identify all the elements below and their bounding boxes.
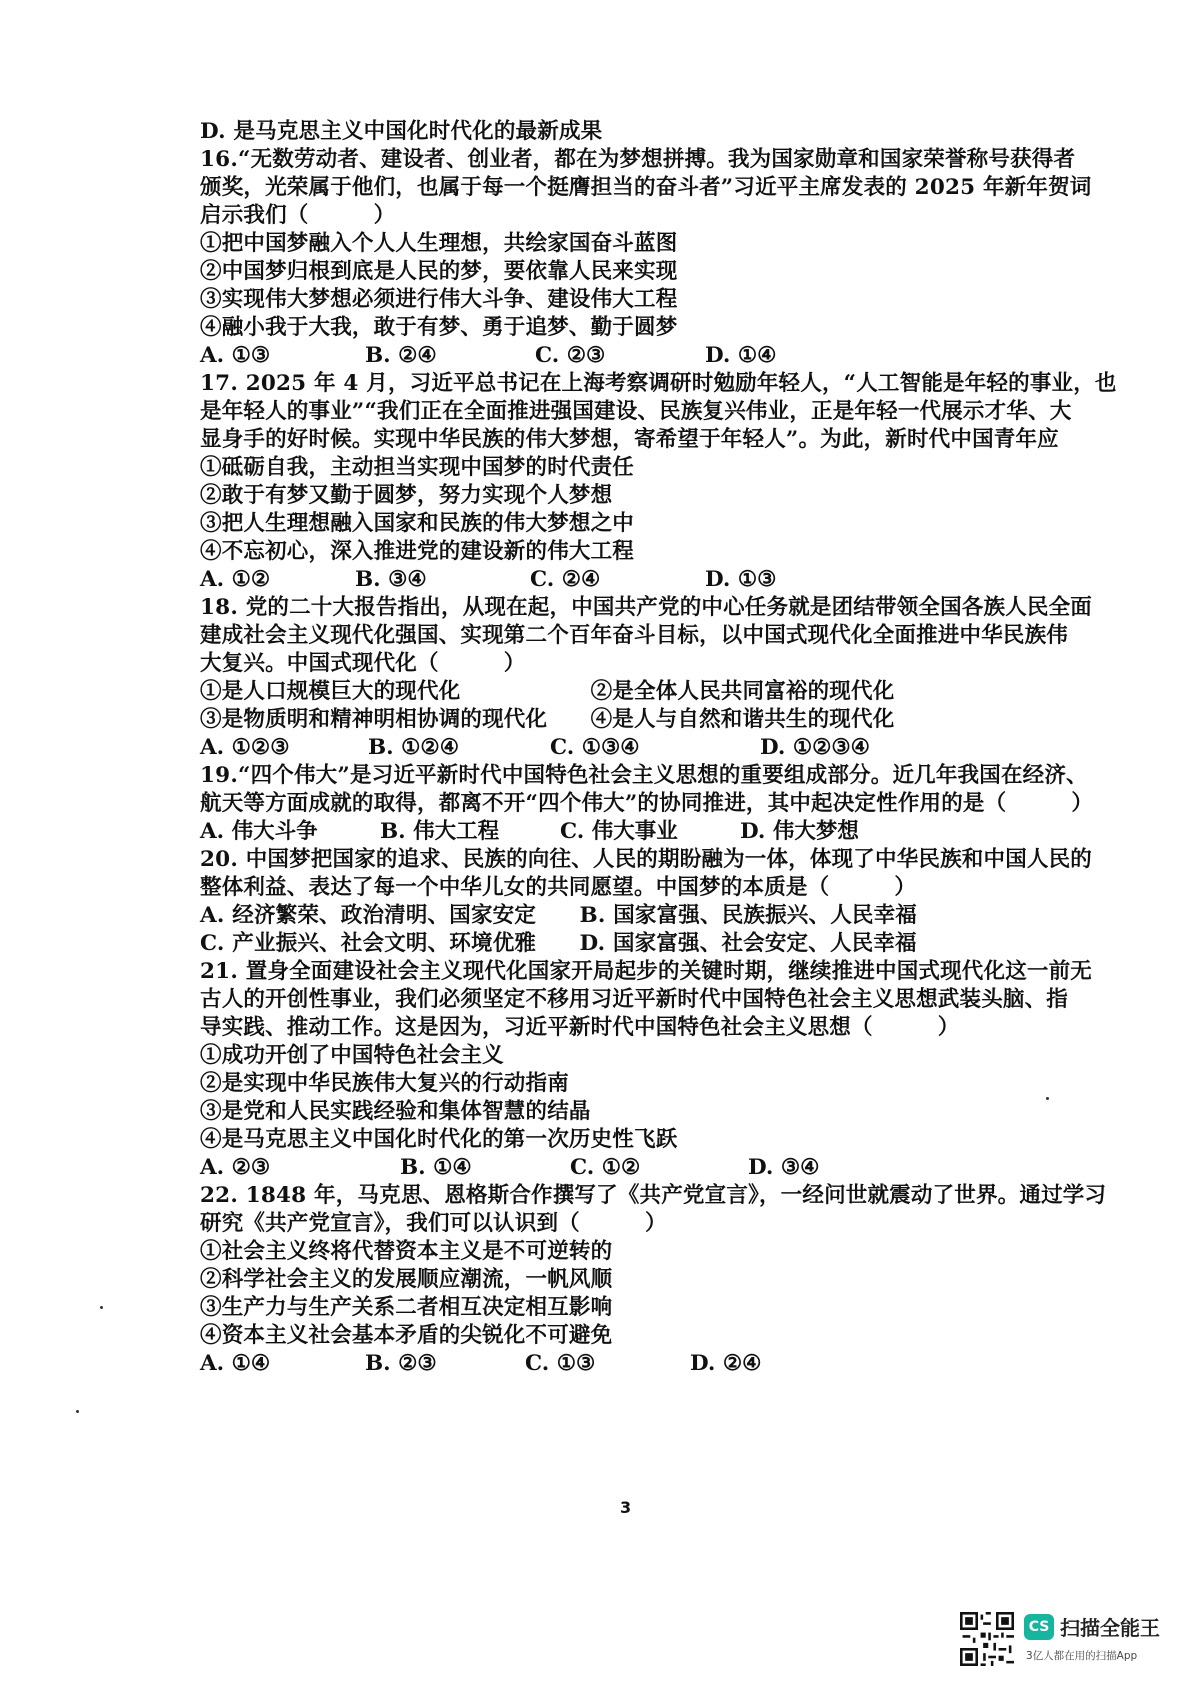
q22-statement-1: ①社会主义终将代替资本主义是不可逆转的 (200, 1239, 613, 1264)
q17-statement-4: ④不忘初心，深入推进党的建设新的伟大工程 (200, 539, 635, 564)
q17-statement-2: ②敢于有梦又勤于圆梦，努力实现个人梦想 (200, 483, 613, 508)
q20-options-c-d: C. 产业振兴、社会文明、环境优雅 D. 国家富强、社会安定、人民幸福 (200, 931, 917, 956)
q21-statement-1: ①成功开创了中国特色社会主义 (200, 1043, 504, 1068)
q21-option-a: A. ②③ (200, 1155, 271, 1180)
q17-stem-line-3: 显身手的好时候。实现中华民族的伟大梦想，寄希望于年轻人”。为此，新时代中国青年应 (200, 427, 1059, 452)
scan-speck (100, 1306, 103, 1309)
q18-option-d: D. ①②③④ (760, 735, 870, 760)
qr-code-icon (960, 1612, 1014, 1666)
q17-option-c: C. ②④ (530, 567, 601, 592)
q22-option-c: C. ①③ (525, 1351, 596, 1376)
q16-stem-line-3: 启示我们（ ） (200, 203, 396, 228)
q19-stem-line-1: 19.“四个伟大”是习近平新时代中国特色社会主义思想的重要组成部分。近几年我国在经济、 (200, 763, 1088, 788)
q20-stem-line-2: 整体利益、表达了每一个中华儿女的共同愿望。中国梦的本质是（ ） (200, 875, 917, 900)
q17-statement-3: ③把人生理想融入国家和民族的伟大梦想之中 (200, 511, 635, 536)
page-number: 3 (620, 1498, 632, 1517)
q19-option-c: C. 伟大事业 (560, 819, 678, 844)
q16-statement-2: ②中国梦归根到底是人民的梦，要依靠人民来实现 (200, 259, 678, 284)
q21-stem-line-2: 古人的开创性事业，我们必须坚定不移用习近平新时代中国特色社会主义思想武装头脑、指 (200, 987, 1069, 1012)
q22-statement-4: ④资本主义社会基本矛盾的尖锐化不可避免 (200, 1323, 613, 1348)
q20-options-a-b: A. 经济繁荣、政治清明、国家安定 B. 国家富强、民族振兴、人民幸福 (200, 903, 917, 928)
q18-option-b: B. ①②④ (368, 735, 459, 760)
q18-statements-3-4: ③是物质明和精神明相协调的现代化 ④是人与自然和谐共生的现代化 (200, 707, 895, 732)
q21-statement-2: ②是实现中华民族伟大复兴的行动指南 (200, 1071, 569, 1096)
q17-option-a: A. ①② (200, 567, 271, 592)
q18-stem-line-2: 建成社会主义现代化强国、实现第二个百年奋斗目标，以中国式现代化全面推进中华民族伟 (200, 623, 1069, 648)
q21-option-b: B. ①④ (400, 1155, 472, 1180)
q20-stem-line-1: 20. 中国梦把国家的追求、民族的向往、人民的期盼融为一体，体现了中华民族和中国人民的 (200, 847, 1092, 872)
q22-option-a: A. ①④ (200, 1351, 271, 1376)
q21-statement-4: ④是马克思主义中国化时代化的第一次历史性飞跃 (200, 1127, 678, 1152)
q22-stem-line-2: 研究《共产党宣言》，我们可以认识到（ ） (200, 1211, 667, 1236)
q18-statements-1-2: ①是人口规模巨大的现代化 ②是全体人民共同富裕的现代化 (200, 679, 895, 704)
q22-option-d: D. ②④ (690, 1351, 762, 1376)
q21-stem-line-1: 21. 置身全面建设社会主义现代化国家开局起步的关键时期，继续推进中国式现代化这一前无 (200, 959, 1092, 984)
scan-speck (1046, 1097, 1049, 1100)
q22-statement-3: ③生产力与生产关系二者相互决定相互影响 (200, 1295, 613, 1320)
q22-statement-2: ②科学社会主义的发展顺应潮流，一帆风顺 (200, 1267, 613, 1292)
q16-statement-1: ①把中国梦融入个人人生理想，共绘家国奋斗蓝图 (200, 231, 678, 256)
q16-stem-line-2: 颁奖，光荣属于他们，也属于每一个挺膺担当的奋斗者”习近平主席发表的 2025 年新年贺词 (200, 175, 1092, 200)
q21-stem-line-3: 导实践、推动工作。这是因为，习近平新时代中国特色社会主义思想（ ） (200, 1015, 960, 1040)
q19-option-b: B. 伟大工程 (380, 819, 500, 844)
q16-option-a: A. ①③ (200, 343, 271, 368)
q16-stem-line-1: 16.“无数劳动者、建设者、创业者，都在为梦想拼搏。我为国家勋章和国家荣誉称号获得者 (200, 147, 1076, 172)
q17-option-d: D. ①③ (705, 567, 777, 592)
q17-stem-line-2: 是年轻人的事业”“我们正在全面推进强国建设、民族复兴伟业，正是年轻一代展示才华、大 (200, 399, 1072, 424)
q19-option-d: D. 伟大梦想 (740, 819, 859, 844)
q16-statement-4: ④融小我于大我，敢于有梦、勇于追梦、勤于圆梦 (200, 315, 678, 340)
q17-option-b: B. ③④ (355, 567, 427, 592)
scanner-watermark (960, 1612, 1175, 1668)
q18-stem-line-3: 大复兴。中国式现代化（ ） (200, 651, 526, 676)
q21-option-d: D. ③④ (748, 1155, 820, 1180)
q21-statement-3: ③是党和人民实践经验和集体智慧的结晶 (200, 1099, 591, 1124)
q17-stem-line-1: 17. 2025 年 4 月，习近平总书记在上海考察调研时勉励年轻人，“人工智能是年轻的事业，也 (200, 371, 1117, 396)
q16-option-b: B. ②④ (365, 343, 437, 368)
q16-statement-3: ③实现伟大梦想必须进行伟大斗争、建设伟大工程 (200, 287, 678, 312)
q15-option-d: D. 是马克思主义中国化时代化的最新成果 (200, 119, 603, 144)
scan-speck (76, 1410, 79, 1413)
q18-stem-line-1: 18. 党的二十大报告指出，从现在起，中国共产党的中心任务就是团结带领全国各族人民全面 (200, 595, 1092, 620)
q18-option-c: C. ①③④ (550, 735, 640, 760)
q16-option-c: C. ②③ (535, 343, 606, 368)
q18-option-a: A. ①②③ (200, 735, 290, 760)
q16-option-d: D. ①④ (705, 343, 777, 368)
q22-stem-line-1: 22. 1848 年，马克思、恩格斯合作撰写了《共产党宣言》，一经问世就震动了世界。通过学习 (200, 1183, 1107, 1208)
q22-option-b: B. ②③ (365, 1351, 437, 1376)
q19-option-a: A. 伟大斗争 (200, 819, 318, 844)
camscanner-logo-icon: CS (1024, 1614, 1054, 1640)
q17-statement-1: ①砥砺自我，主动担当实现中国梦的时代责任 (200, 455, 635, 480)
q21-option-c: C. ①② (570, 1155, 641, 1180)
watermark-title: 扫描全能王 (1060, 1616, 1160, 1640)
watermark-subtitle: 3亿人都在用的扫描App (1026, 1650, 1138, 1662)
q19-stem-line-2: 航天等方面成就的取得，都离不开“四个伟大”的协同推进，其中起决定性作用的是（ ） (200, 791, 1094, 816)
